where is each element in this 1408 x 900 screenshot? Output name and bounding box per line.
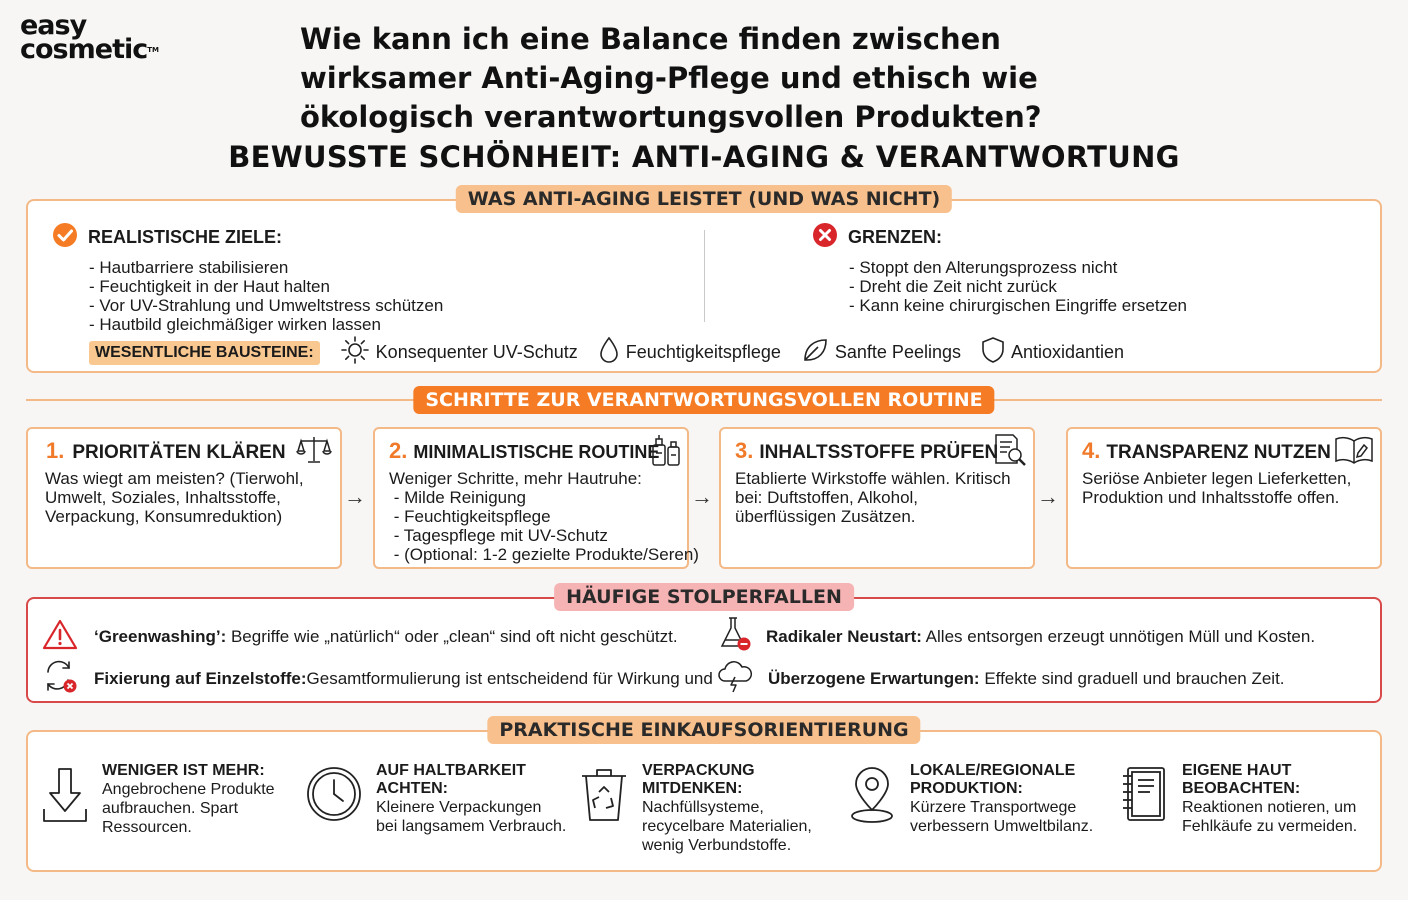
- step-number: 1.: [46, 438, 65, 463]
- tip-text-line: Ressourcen.: [102, 819, 192, 836]
- list-item: - Dreht die Zeit nicht zurück: [849, 277, 1057, 296]
- section-shopping-tab: PRAKTISCHE EINKAUFSORIENTIERUNG: [487, 716, 920, 744]
- step-text-line: überflüssigen Zusätzen.: [735, 507, 916, 526]
- essential-label: Antioxidantien: [1010, 342, 1125, 362]
- tip-title: WENIGER IST MEHR:: [102, 762, 265, 779]
- essential-label: Sanfte Peelings: [834, 342, 961, 362]
- clock-icon: [306, 766, 362, 836]
- tip-title: LOKALE/REGIONALE: [910, 762, 1076, 779]
- cycle-x-icon: [42, 658, 78, 699]
- check-circle-icon: [52, 222, 78, 253]
- section-anti-aging-tab: WAS ANTI-AGING LEISTET (UND WAS NICHT): [456, 185, 952, 213]
- tip-text-line: Fehlkäufe zu vermeiden.: [1182, 818, 1358, 835]
- realistic-goals-title: REALISTISCHE ZIELE:: [88, 227, 283, 247]
- step-text-line: Seriöse Anbieter legen Lieferketten,: [1082, 469, 1352, 488]
- list-item: - Feuchtigkeit in der Haut halten: [89, 277, 330, 296]
- section-pitfalls-tab: HÄUFIGE STOLPERFALLEN: [554, 583, 854, 611]
- tip-title: VERPACKUNG: [642, 762, 755, 779]
- step-text-line: bei: Duftstoffen, Alkohol,: [735, 488, 919, 507]
- pitfall-title: Überzogene Erwartungen:: [768, 668, 980, 688]
- storm-cloud-icon: [716, 659, 754, 698]
- logo-line-2: cosmetic: [20, 34, 148, 65]
- list-item: - Stoppt den Alterungsprozess nicht: [849, 258, 1118, 277]
- step-text-line: Produktion und Inhaltsstoffe offen.: [1082, 488, 1340, 507]
- step-arrow: →: [1037, 484, 1059, 509]
- tip-text-line: verbessern Umweltbilanz.: [910, 818, 1094, 835]
- bottles-icon: [651, 433, 681, 472]
- tip-item: [848, 762, 1093, 836]
- essential-item: [981, 336, 1124, 369]
- pitfall-item: [42, 618, 678, 655]
- logo-trademark: TM: [147, 46, 159, 54]
- list-item: - Kann keine chirurgischen Eingriffe ersetzen: [849, 296, 1187, 315]
- pitfall-item: [716, 659, 1285, 698]
- step-title: INHALTSSTOFFE PRÜFEN: [759, 442, 999, 463]
- warning-triangle-icon: [42, 618, 78, 655]
- tip-text-line: aufbrauchen. Spart: [102, 800, 239, 817]
- tip-item: [580, 762, 812, 855]
- sun-icon: [340, 335, 370, 370]
- step-number: 3.: [735, 438, 754, 463]
- step-text-line: - Feuchtigkeitspflege: [389, 507, 551, 526]
- list-item: - Hautbild gleichmäßiger wirken lassen: [89, 315, 381, 334]
- list-item: - Vor UV-Strahlung und Umweltstress schützen: [89, 296, 444, 315]
- x-circle-icon: [812, 222, 838, 253]
- tip-text-line: Kleinere Verpackungen: [376, 799, 542, 816]
- pitfall-title: ‘Greenwashing’:: [94, 626, 227, 646]
- tip-text-line: Reaktionen notieren, um: [1182, 799, 1357, 816]
- tip-text-line: wenig Verbundstoffe.: [642, 837, 792, 854]
- limits-title: GRENZEN:: [848, 227, 942, 247]
- step-title: TRANSPARENZ NUTZEN: [1106, 442, 1331, 463]
- step-card-3: [719, 427, 1035, 569]
- tip-title: ACHTEN:: [376, 780, 448, 797]
- notebook-icon: [1120, 766, 1168, 836]
- tip-item: [1120, 762, 1357, 836]
- tip-title: MITDENKEN:: [642, 780, 743, 797]
- pitfall-text: Alles entsorgen erzeugt unnötigen Müll und Kosten.: [921, 626, 1316, 646]
- step-arrow: →: [691, 484, 713, 509]
- leaf-icon: [801, 336, 829, 369]
- section-routine-tab: SCHRITTE ZUR VERANTWORTUNGSVOLLEN ROUTINE: [413, 386, 994, 414]
- flask-no-icon: [718, 616, 752, 657]
- tip-text-line: recycelbare Materialien,: [642, 818, 812, 835]
- step-card-4: [1066, 427, 1382, 569]
- droplet-icon: [598, 336, 620, 369]
- tip-text-line: Angebrochene Produkte: [102, 781, 275, 798]
- page-question: Wie kann ich eine Balance finden zwischen wirksamer Anti-Aging-Pflege und ethisch wie ökologisch verantwortungsvollen Produkten?: [300, 22, 1042, 134]
- limits: [812, 222, 1372, 315]
- step-card-2: [373, 427, 699, 569]
- essentials-row: [89, 335, 1124, 370]
- open-book-icon: [1334, 435, 1374, 470]
- recycle-bin-icon: [580, 766, 628, 855]
- tip-text-line: Nachfüllsysteme,: [642, 799, 764, 816]
- tip-title: PRODUKTION:: [910, 780, 1023, 797]
- pitfall-item: [718, 616, 1315, 657]
- tip-item: [306, 762, 566, 836]
- step-text-line: - Milde Reinigung: [389, 488, 527, 507]
- pitfall-text: Begriffe wie „natürlich“ oder „clean“ sind oft nicht geschützt.: [226, 626, 678, 646]
- step-text-line: - (Optional: 1-2 gezielte Produkte/Seren): [389, 545, 699, 564]
- pitfall-title: Fixierung auf Einzelstoffe:: [94, 668, 307, 688]
- document-search-icon: [993, 433, 1027, 472]
- tip-text-line: Kürzere Transportwege: [910, 799, 1077, 816]
- tip-title: EIGENE HAUT: [1182, 762, 1292, 779]
- page-title: BEWUSSTE SCHÖNHEIT: ANTI-AGING & VERANTWORTUNG: [228, 140, 1180, 174]
- tip-title: BEOBACHTEN:: [1182, 780, 1301, 797]
- logo-line-1: easy: [20, 10, 87, 41]
- essential-item: [598, 336, 781, 369]
- step-text-line: Umwelt, Soziales, Inhaltsstoffe,: [45, 488, 281, 507]
- step-text-line: - Tagespflege mit UV-Schutz: [389, 526, 608, 545]
- essential-item: [801, 336, 961, 369]
- step-arrow: →: [344, 484, 366, 509]
- column-divider: [704, 230, 705, 322]
- step-card-1: [26, 427, 342, 569]
- step-text-line: Etablierte Wirkstoffe wählen. Kritisch: [735, 469, 1011, 488]
- step-text-line: Verpackung, Konsumreduktion): [45, 507, 283, 526]
- pitfall-text: Effekte sind graduell und brauchen Zeit.: [979, 668, 1285, 688]
- tip-title: AUF HALTBARKEIT: [376, 762, 526, 779]
- logo: [20, 10, 190, 65]
- step-title: PRIORITÄTEN KLÄREN: [72, 442, 286, 463]
- step-text-line: Was wiegt am meisten? (Tierwohl,: [45, 469, 304, 488]
- location-pin-icon: [848, 766, 896, 836]
- tip-item: [42, 762, 275, 837]
- realistic-goals: [52, 222, 652, 334]
- tip-text-line: bei langsamem Verbrauch.: [376, 818, 567, 835]
- essentials-label: WESENTLICHE BAUSTEINE:: [89, 341, 320, 365]
- step-text-line: Weniger Schritte, mehr Hautruhe:: [389, 469, 642, 488]
- scale-icon: [296, 434, 332, 471]
- essential-label: Konsequenter UV-Schutz: [375, 342, 578, 362]
- pitfall-item: [42, 658, 713, 699]
- list-item: - Hautbarriere stabilisieren: [89, 258, 289, 277]
- shield-icon: [981, 336, 1005, 369]
- download-arrow-icon: [42, 765, 88, 837]
- pitfall-text: Gesamtformulierung ist entscheidend für Wirkung und: [306, 668, 713, 688]
- step-number: 4.: [1082, 438, 1101, 463]
- pitfall-title: Radikaler Neustart:: [766, 626, 922, 646]
- essential-label: Feuchtigkeitspflege: [625, 342, 781, 362]
- essential-item: [340, 335, 578, 370]
- step-title: MINIMALISTISCHE ROUTINE: [413, 442, 660, 462]
- step-number: 2.: [389, 438, 408, 463]
